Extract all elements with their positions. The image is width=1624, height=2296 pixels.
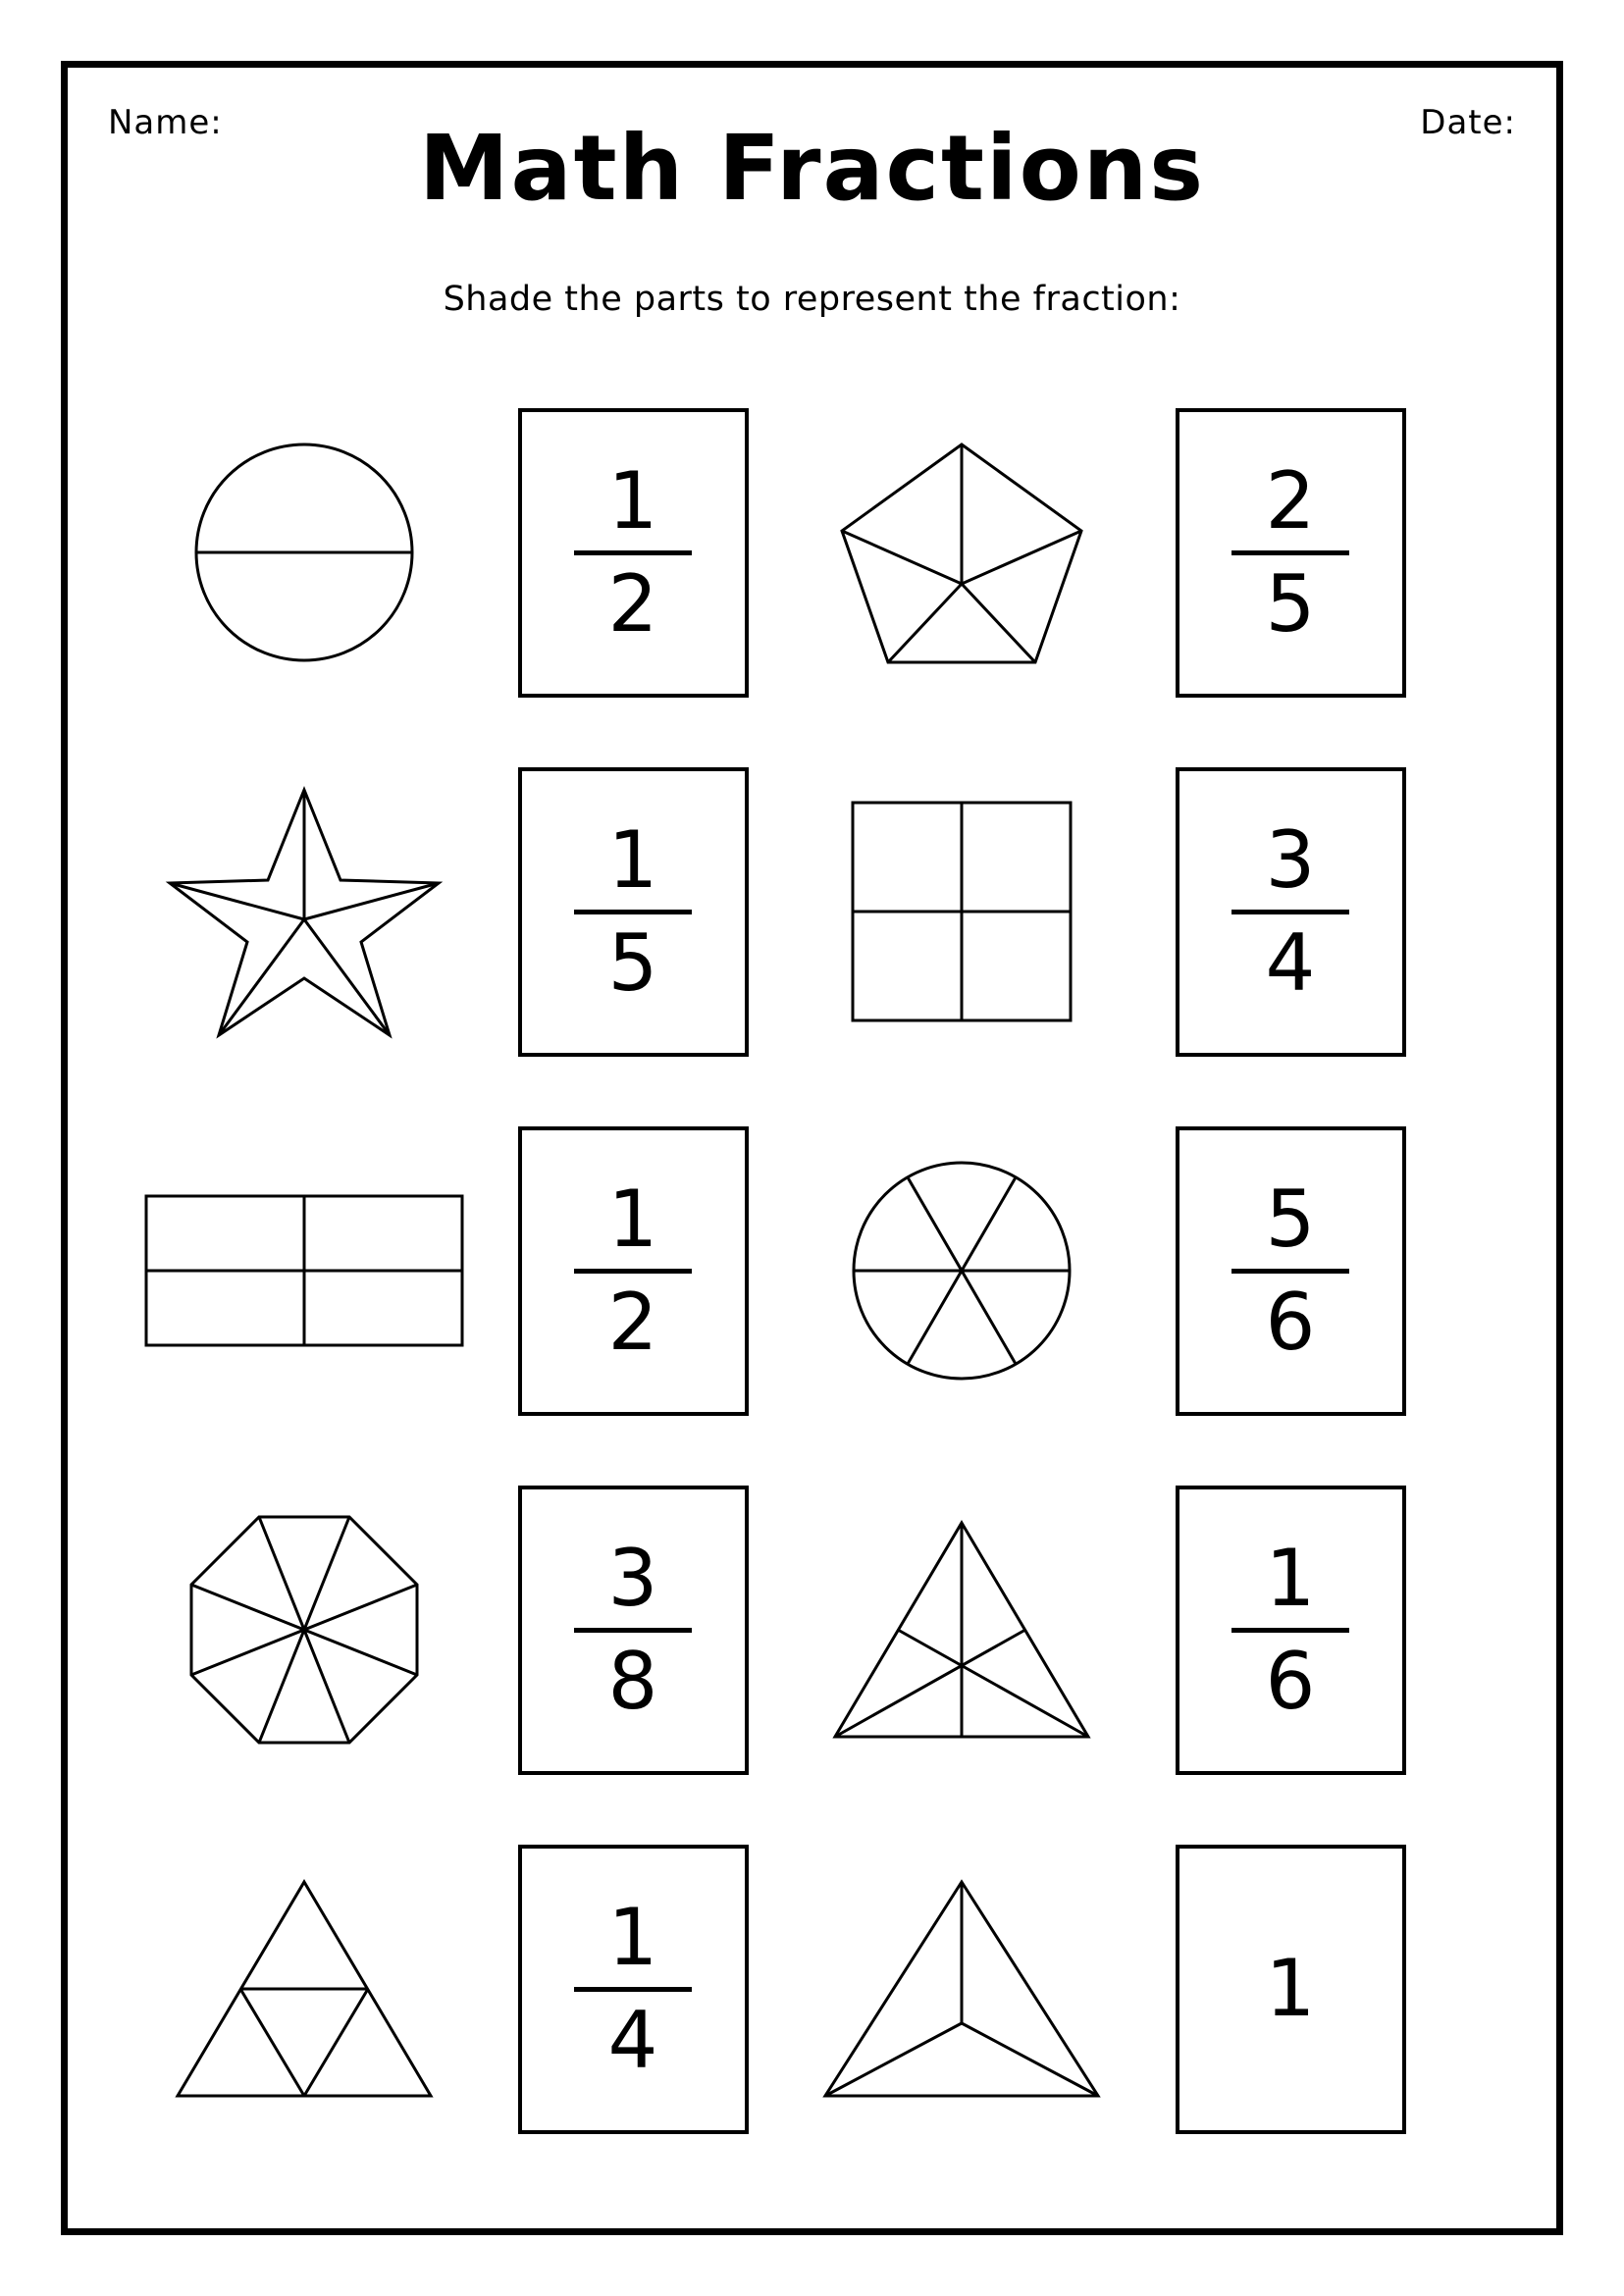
fraction-bar: [1231, 1269, 1349, 1274]
fraction-box: [1176, 1486, 1406, 1775]
fraction-bar: [574, 910, 692, 914]
shape-circle-halves: [128, 373, 481, 732]
fraction-box: [518, 408, 749, 698]
fraction-numerator: 5: [1265, 1173, 1316, 1265]
whole-number: 1: [1265, 1943, 1316, 2034]
fraction-denominator: 8: [607, 1635, 658, 1727]
fraction-denominator: 2: [607, 557, 658, 650]
fraction-bar: [574, 1269, 692, 1274]
fraction-bar: [1231, 1628, 1349, 1633]
fraction-bar: [574, 1628, 692, 1633]
fraction-denominator: 4: [607, 1994, 658, 2086]
fraction-numerator: 1: [607, 813, 658, 906]
shape-triangle-quarters: [128, 1809, 481, 2168]
shape-triangle-sixths: [785, 1450, 1138, 1809]
fraction-box: [518, 1126, 749, 1416]
fraction-denominator: 6: [1265, 1276, 1316, 1368]
shape-pentagon-fifths: [785, 373, 1138, 732]
fraction-denominator: 2: [607, 1276, 658, 1368]
fraction-denominator: 5: [607, 916, 658, 1009]
shape-triangle-thirds: [785, 1809, 1138, 2168]
fraction-box: [1176, 1845, 1406, 2134]
fraction-numerator: 3: [607, 1532, 658, 1624]
fraction-box: [518, 1486, 749, 1775]
shape-octagon-eighths: [128, 1450, 481, 1809]
fraction-bar: [574, 550, 692, 555]
shape-circle-sixths: [785, 1091, 1138, 1450]
fraction-box: [1176, 1126, 1406, 1416]
shape-star-fifths: [128, 732, 481, 1091]
fraction-numerator: 1: [607, 1891, 658, 1983]
fraction-box: [1176, 767, 1406, 1057]
shape-square-quarters: [785, 732, 1138, 1091]
fraction-bar: [574, 1987, 692, 1992]
problems-grid: [128, 373, 1501, 2168]
fraction-numerator: 1: [607, 1173, 658, 1265]
fraction-box: [1176, 408, 1406, 698]
fraction-denominator: 4: [1265, 916, 1316, 1009]
fraction-numerator: 3: [1265, 813, 1316, 906]
fraction-numerator: 1: [607, 454, 658, 547]
fraction-bar: [1231, 550, 1349, 555]
shape-rectangle-quarters: [128, 1091, 481, 1450]
fraction-box: [518, 767, 749, 1057]
fraction-denominator: 5: [1265, 557, 1316, 650]
fraction-numerator: 2: [1265, 454, 1316, 547]
name-label: Name:: [108, 103, 223, 142]
fraction-numerator: 1: [1265, 1532, 1316, 1624]
fraction-box: [518, 1845, 749, 2134]
date-label: Date:: [1420, 103, 1516, 142]
page-title: Math Fractions: [418, 116, 1206, 221]
instruction-text: Shade the parts to represent the fraction:: [443, 280, 1181, 319]
fraction-denominator: 6: [1265, 1635, 1316, 1727]
fraction-bar: [1231, 910, 1349, 914]
